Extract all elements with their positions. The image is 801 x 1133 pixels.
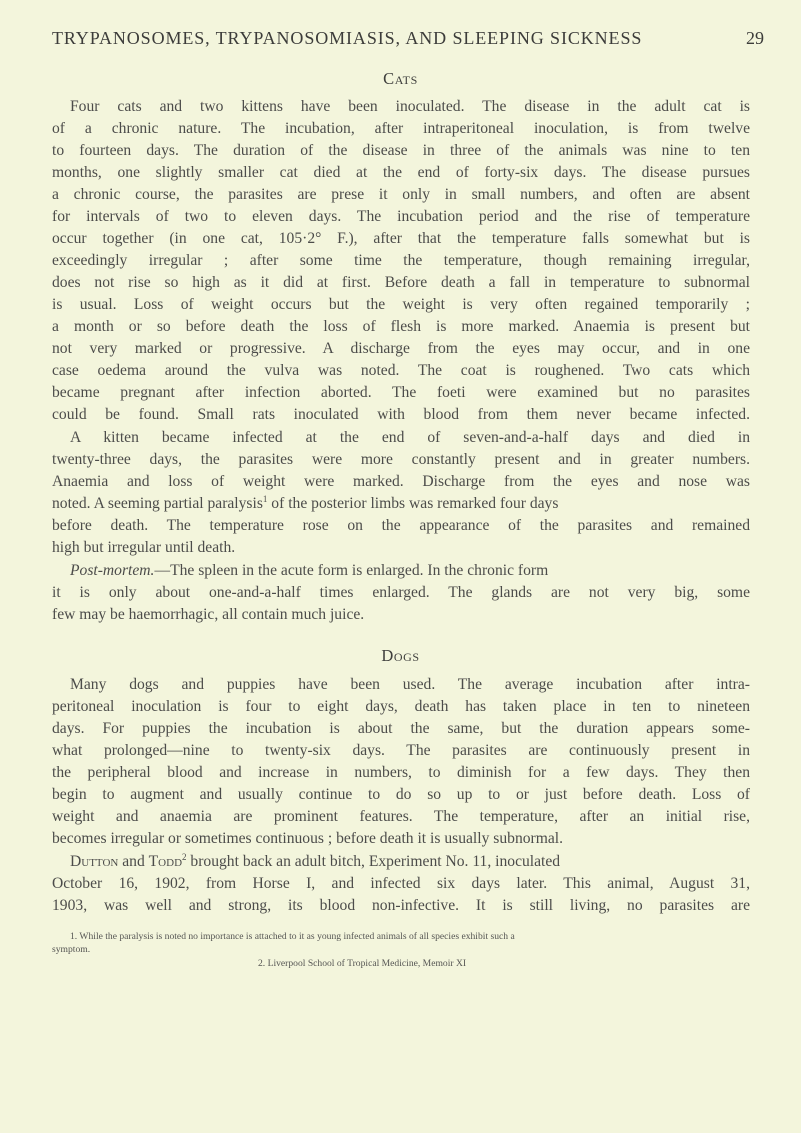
paragraph-line: for intervals of two to eleven days. The incubation period and the rise of temperature — [52, 208, 750, 225]
footnote-ref: 2 — [182, 851, 187, 862]
postmortem-line — [70, 560, 750, 582]
paragraph-line: before death. The temperature rose on the appearance of the parasites and remained — [52, 517, 750, 534]
paragraph-line: days. For puppies the incubation is about the same, but the duration appears some- — [52, 720, 750, 737]
paragraph-line: does not rise so high as it did at first. Before death a fall in temperature to subnormal — [52, 274, 750, 291]
paragraph-line: of a chronic nature. The incubation, after intraperitoneal inoculation, is from twelve — [52, 120, 750, 137]
paragraph-line: occur together (in one cat, 105·2° F.), after that the temperature falls somewhat but is — [52, 230, 750, 247]
paragraph-line: few may be haemorrhagic, all contain much juice. — [52, 606, 365, 623]
postmortem-label: Post-mortem. — [70, 562, 155, 579]
footnote-1: 1. While the paralysis is noted no importance is attached to it as young infected animals of all species exhibit such a — [70, 931, 515, 942]
paragraph-line: weight and anaemia are prominent features. The temperature, after an initial rise, — [52, 808, 750, 825]
paragraph-line-with-footnote — [70, 851, 750, 873]
paragraph-line: what prolonged—nine to twenty-six days. The parasites are continuously present in — [52, 742, 750, 759]
paragraph-line: a chronic course, the parasites are prese it only in small numbers, and often are absent — [52, 186, 750, 203]
footnote-2: 2. Liverpool School of Tropical Medicine, Memoir XI — [258, 958, 467, 969]
paragraph-line: 1903, was well and strong, its blood non-infective. It is still living, no parasites are — [52, 897, 750, 914]
author-name: Dutton — [70, 853, 119, 870]
paragraph-text: noted. A seeming partial paralysis — [52, 495, 263, 512]
footnote-1-continued: symptom. — [52, 944, 91, 955]
paragraph-line: peritoneal inoculation is four to eight days, death has taken place in ten to nineteen — [52, 698, 750, 715]
paragraph-line: October 16, 1902, from Horse I, and infected six days later. This animal, August 31, — [52, 875, 750, 892]
paragraph-line: the peripheral blood and increase in numbers, to diminish for a few days. They then — [52, 764, 750, 781]
paragraph-line: is usual. Loss of weight occurs but the weight is very often regained temporarily ; — [52, 296, 750, 313]
paragraph-line: not very marked or progressive. A discharge from the eyes may occur, and in one — [52, 340, 750, 357]
paragraph-line: to fourteen days. The duration of the disease in three of the animals was nine to ten — [52, 142, 750, 159]
paragraph-text: —The spleen in the acute form is enlarged. In the chronic form — [154, 562, 549, 579]
paragraph-line: months, one slightly smaller cat died at the end of forty-six days. The disease pursues — [52, 164, 750, 181]
paragraph-text: of the posterior limbs was remarked four days — [267, 495, 559, 512]
paragraph-line: Many dogs and puppies have been used. The average incubation after intra- — [70, 676, 750, 693]
paragraph-line: it is only about one-and-a-half times enlarged. The glands are not very big, some — [52, 584, 750, 601]
paragraph-line: Four cats and two kittens have been inoculated. The disease in the adult cat is — [70, 98, 750, 115]
page-number: 29 — [746, 28, 764, 48]
paragraph-line: begin to augment and usually continue to do so up to or just before death. Loss of — [52, 786, 750, 803]
paragraph-line: a month or so before death the loss of flesh is more marked. Anaemia is present but — [52, 318, 750, 335]
author-name: Todd — [148, 853, 183, 870]
paragraph-line: Anaemia and loss of weight were marked. Discharge from the eyes and nose was — [52, 473, 750, 490]
section-heading-dogs: Dogs — [381, 646, 420, 665]
footnote-ref: 1 — [262, 493, 268, 504]
section-heading-cats: Cats — [383, 69, 418, 88]
paragraph-line-with-footnote — [52, 493, 750, 515]
paragraph-text: brought back an adult bitch, Experiment No. 11, inoculated — [186, 853, 561, 870]
paragraph-line: A kitten became infected at the end of seven-and-a-half days and died in — [70, 429, 750, 446]
running-head: TRYPANOSOMES, TRYPANOSOMIASIS, AND SLEEPING SICKNESS — [52, 28, 643, 48]
paragraph-line: became pregnant after infection aborted. The foeti were examined but no parasites — [52, 384, 750, 401]
paragraph-line: could be found. Small rats inoculated with blood from them never became infected. — [52, 406, 750, 423]
paragraph-line: case oedema around the vulva was noted. The coat is roughened. Two cats which — [52, 362, 750, 379]
paragraph-line: high but irregular until death. — [52, 539, 236, 556]
paragraph-line: twenty-three days, the parasites were more constantly present and in greater numbers. — [52, 451, 750, 468]
paragraph-line: becomes irregular or sometimes continuous ; before death it is usually subnormal. — [52, 830, 564, 847]
paragraph-text: and — [118, 853, 149, 870]
paragraph-line: exceedingly irregular ; after some time the temperature, though remaining irregular, — [52, 252, 750, 269]
